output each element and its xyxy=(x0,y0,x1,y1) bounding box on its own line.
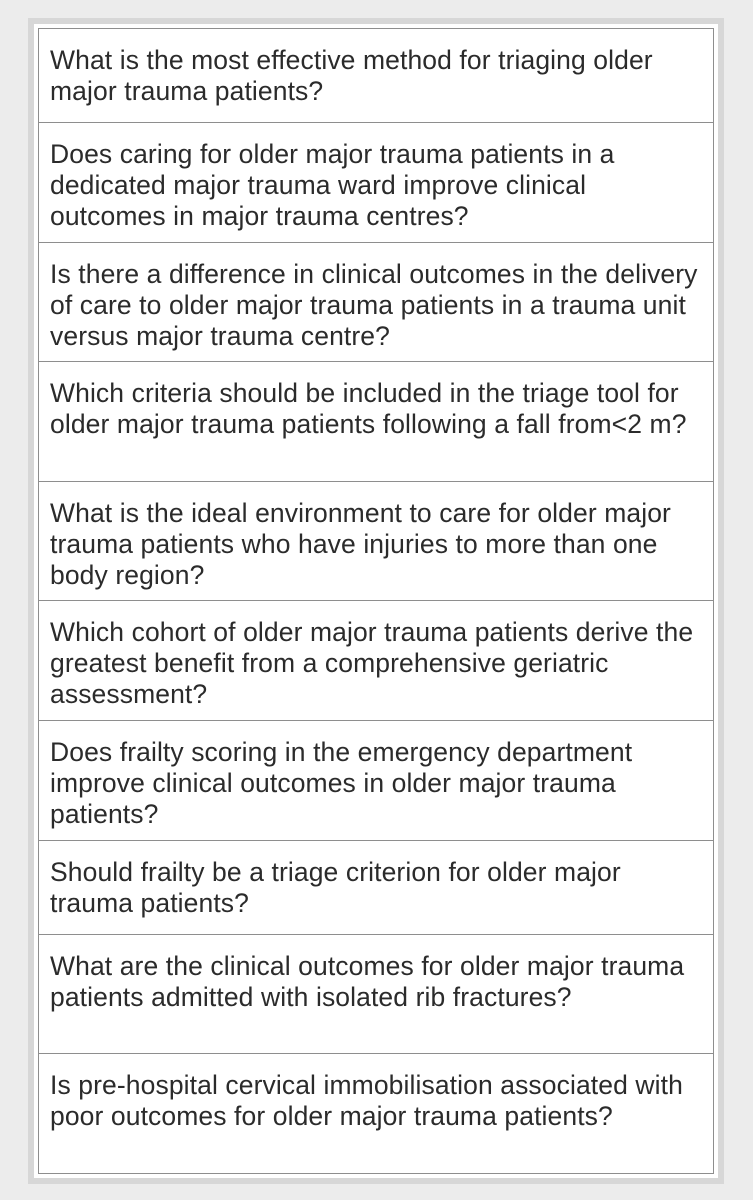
research-questions-table xyxy=(38,28,714,1174)
question-text: What is the ideal environment to care for older major trauma patients who have injuries to more than one body region? xyxy=(50,497,671,590)
table-row xyxy=(39,934,713,1054)
table-row xyxy=(39,1053,713,1173)
question-text: Should frailty be a triage criterion for older major trauma patients? xyxy=(50,856,621,918)
table-row xyxy=(39,361,713,481)
question-text: Which criteria should be included in the triage tool for older major trauma patients following a fall from<2 m? xyxy=(50,378,687,440)
table-row xyxy=(39,840,713,934)
question-text: Is pre-hospital cervical immobilisation associated with poor outcomes for older major trauma patients? xyxy=(50,1070,683,1132)
table-row xyxy=(39,600,713,720)
question-text: Is there a difference in clinical outcomes in the delivery of care to older major trauma patients in a trauma unit versus major trauma centre? xyxy=(50,258,698,351)
question-text: Which cohort of older major trauma patients derive the greatest benefit from a comprehensive geriatric assessment? xyxy=(50,617,694,710)
question-text: Does frailty scoring in the emergency department improve clinical outcomes in older major trauma patients? xyxy=(50,737,633,830)
table-row xyxy=(39,481,713,601)
question-text: What is the most effective method for triaging older major trauma patients? xyxy=(50,45,653,106)
table-row xyxy=(39,720,713,840)
table-row xyxy=(39,122,713,242)
question-text: What are the clinical outcomes for older major trauma patients admitted with isolated rib fractures? xyxy=(50,950,685,1012)
question-text: Does caring for older major trauma patients in a dedicated major trauma ward improve clinical outcomes in major trauma centres? xyxy=(50,138,615,231)
table-frame xyxy=(28,18,724,1184)
table-row xyxy=(39,242,713,362)
table-row xyxy=(39,29,713,122)
